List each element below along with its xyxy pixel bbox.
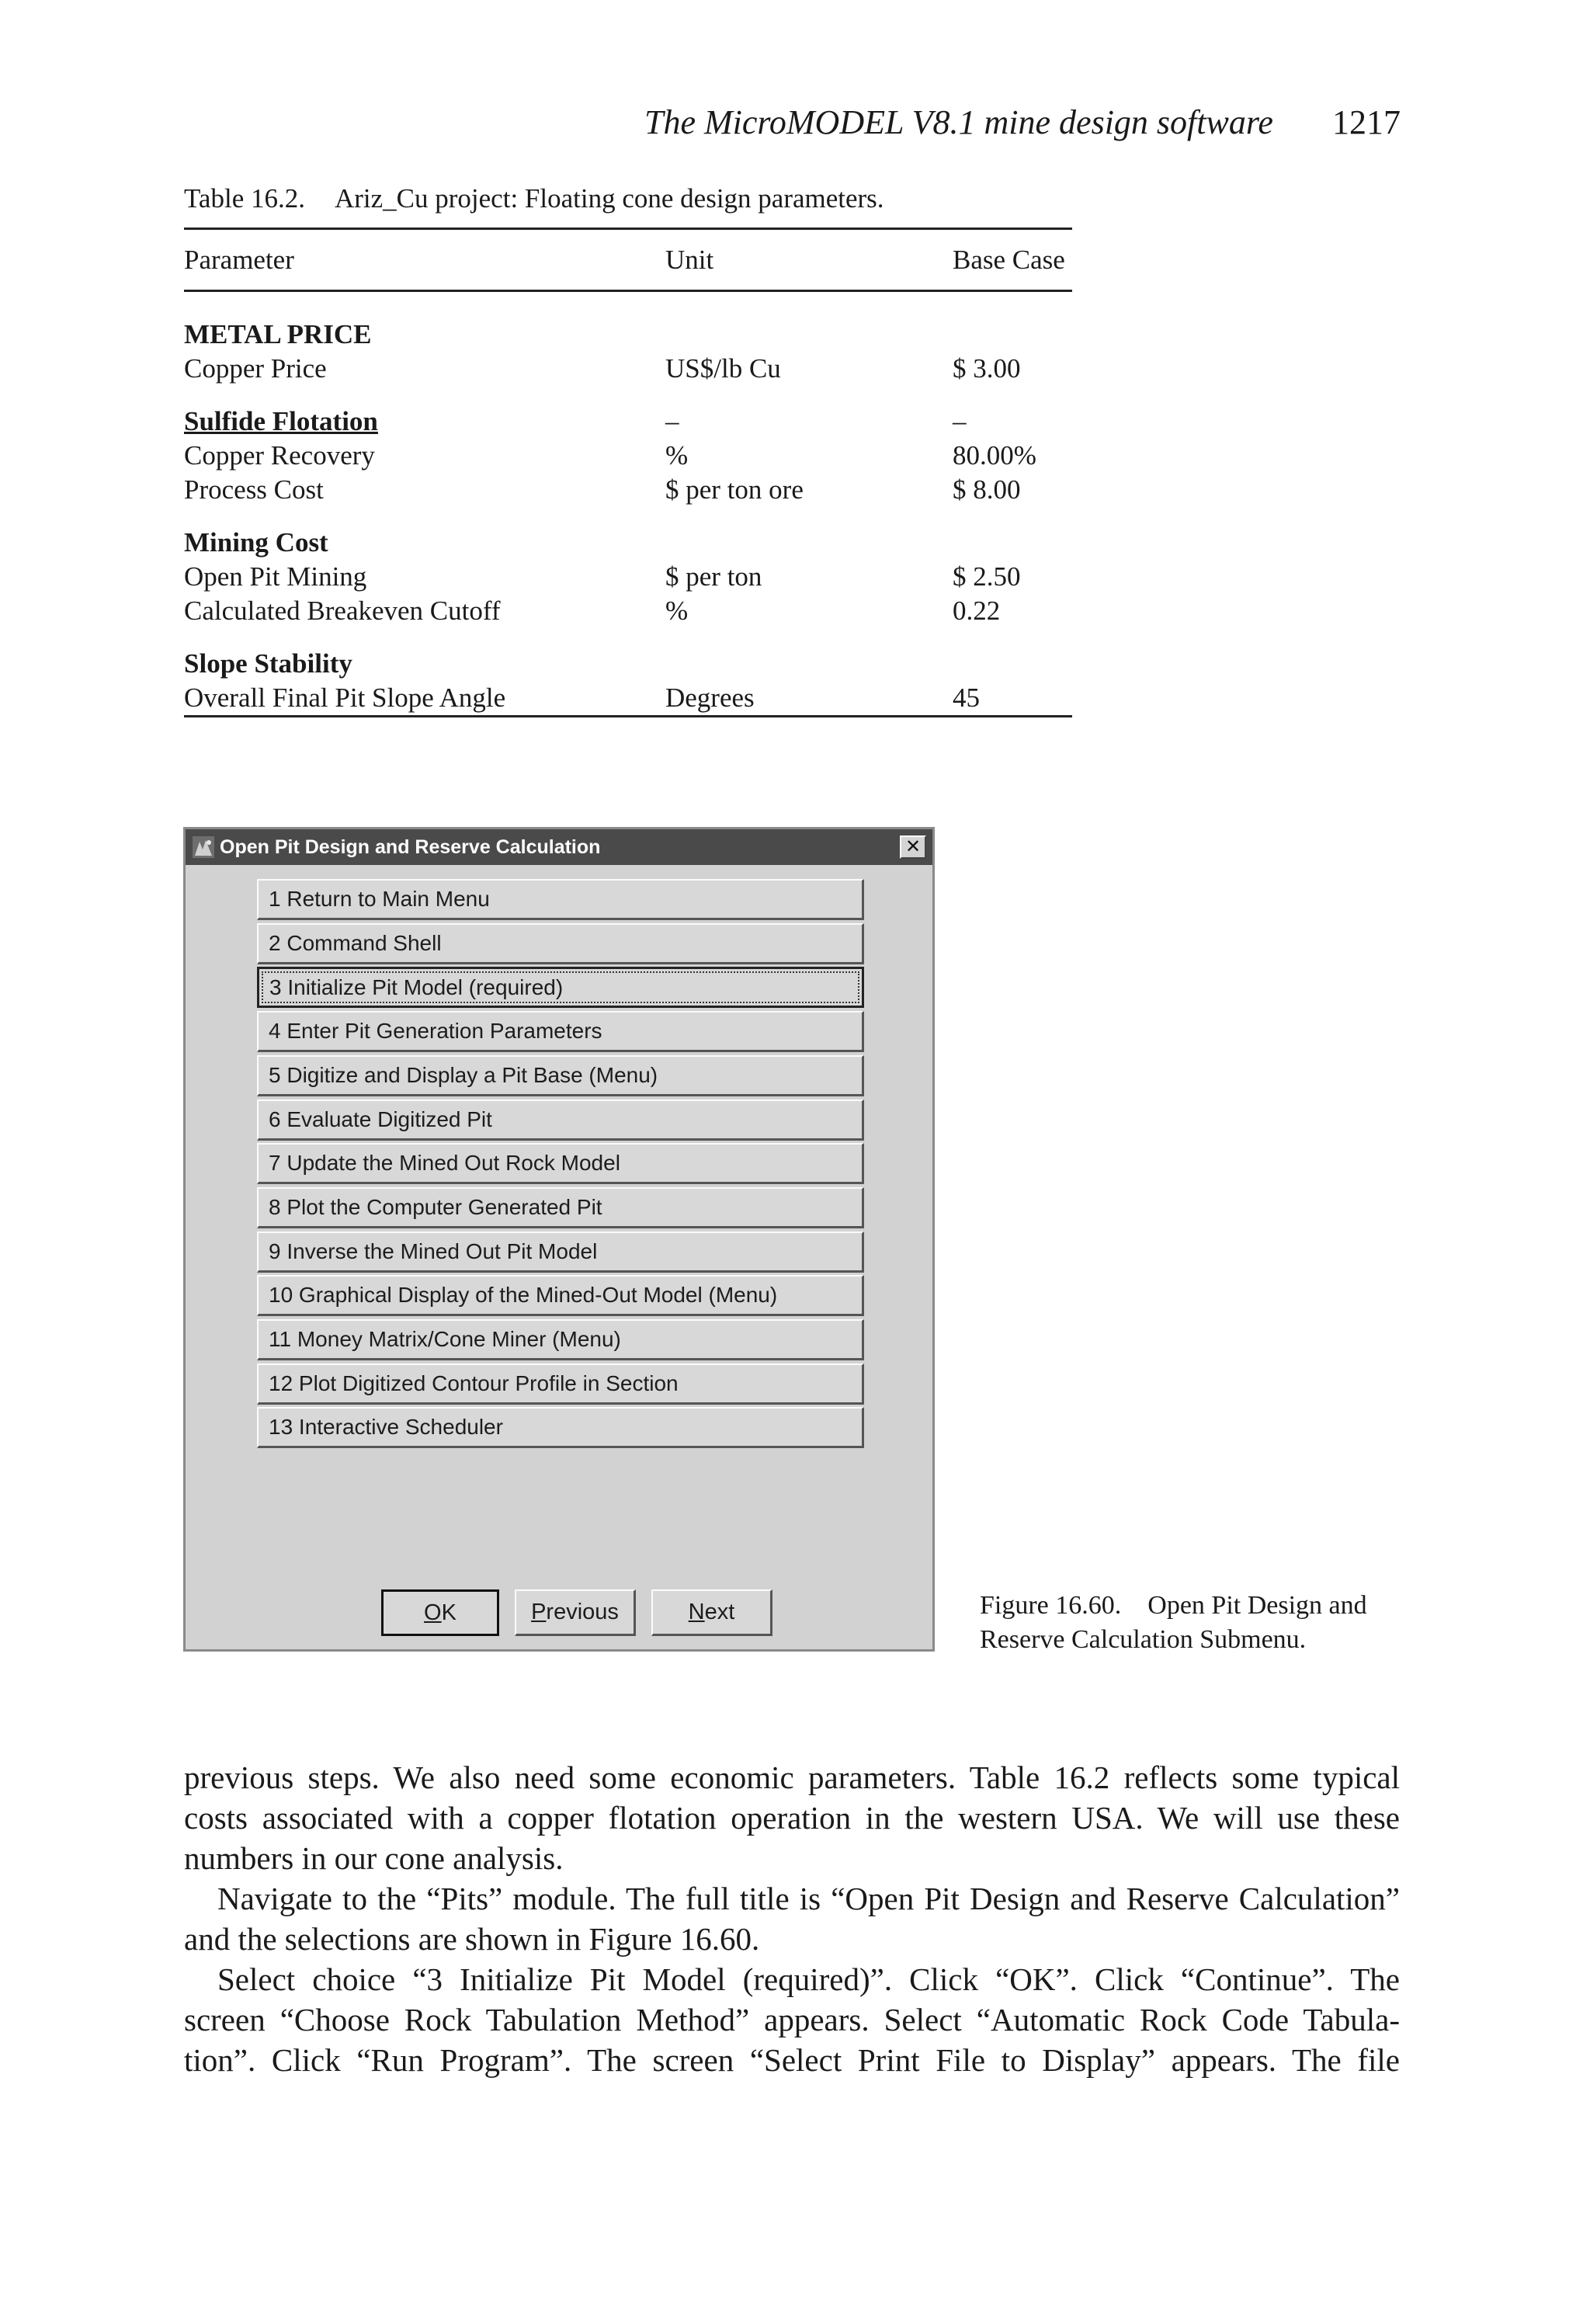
menu-item-1[interactable]: 1 Return to Main Menu	[257, 879, 864, 920]
unit-cell: US$/lb Cu	[665, 353, 781, 384]
close-button[interactable]	[900, 835, 926, 859]
page-number: 1217	[1332, 103, 1401, 141]
unit-cell: $ per ton ore	[665, 474, 804, 505]
menu-item-8[interactable]: 8 Plot the Computer Generated Pit	[257, 1187, 864, 1228]
figure-label: Figure 16.60.	[980, 1591, 1122, 1620]
figure-caption-line1: Open Pit Design and	[1147, 1591, 1367, 1620]
table-caption-text: Ariz_Cu project: Floating cone design parameters.	[334, 183, 884, 214]
table-label: Table 16.2.	[184, 183, 305, 214]
body-line: previous steps. We also need some economic parameters. Table 16.2 reflects some typical	[184, 1760, 1400, 1795]
base-case-cell: 80.00%	[953, 440, 1036, 471]
group-unit: –	[665, 406, 679, 436]
ok-mnemonic: O	[424, 1600, 442, 1625]
group-name: METAL PRICE	[184, 319, 372, 349]
unit-cell: Degrees	[665, 683, 755, 713]
table-bottom-rule	[184, 715, 1072, 717]
column-header-base-case: Base Case	[953, 245, 1065, 275]
menu-item-11[interactable]: 11 Money Matrix/Cone Miner (Menu)	[257, 1319, 864, 1360]
base-case-cell: $ 3.00	[953, 353, 1021, 384]
group-name: Mining Cost	[184, 527, 328, 558]
next-mnemonic: N	[688, 1600, 705, 1624]
unit-cell: %	[665, 440, 689, 471]
table-caption	[184, 183, 884, 214]
unit-cell: %	[665, 596, 689, 626]
figure-caption	[980, 1589, 1415, 1657]
menu-item-4[interactable]: 4 Enter Pit Generation Parameters	[257, 1011, 864, 1052]
group-base: –	[953, 406, 967, 436]
ok-button[interactable]	[381, 1589, 499, 1636]
menu-item-6[interactable]: 6 Evaluate Digitized Pit	[257, 1099, 864, 1141]
table-header-rule	[184, 290, 1072, 292]
param-cell: Copper Recovery	[184, 440, 375, 471]
menu-item-13[interactable]: 13 Interactive Scheduler	[257, 1407, 864, 1448]
menu-item-9[interactable]: 9 Inverse the Mined Out Pit Model	[257, 1231, 864, 1273]
open-pit-dialog	[183, 827, 935, 1652]
app-icon	[192, 835, 215, 859]
body-line: screen “Choose Rock Tabulation Method” appears. Select “Automatic Rock Code Tabula-	[184, 2002, 1400, 2037]
menu-item-10[interactable]: 10 Graphical Display of the Mined-Out Model (Menu)	[257, 1275, 864, 1316]
previous-button[interactable]	[515, 1589, 636, 1636]
menu-item-12[interactable]: 12 Plot Digitized Contour Profile in Section	[257, 1363, 864, 1405]
menu-item-3[interactable]: 3 Initialize Pit Model (required)	[257, 967, 864, 1008]
ok-label-rest: K	[441, 1600, 457, 1625]
body-line: Navigate to the “Pits” module. The full title is “Open Pit Design and Reserve Calculation”	[217, 1881, 1400, 1916]
previous-label-rest: revious	[546, 1600, 619, 1624]
running-title: The MicroMODEL V8.1 mine design software	[644, 103, 1273, 141]
body-line: numbers in our cone analysis.	[184, 1840, 564, 1876]
menu-item-5[interactable]: 5 Digitize and Display a Pit Base (Menu)	[257, 1055, 864, 1096]
base-case-cell: 0.22	[953, 596, 1001, 626]
dialog-title: Open Pit Design and Reserve Calculation	[220, 836, 601, 858]
param-cell: Overall Final Pit Slope Angle	[184, 683, 506, 713]
param-cell: Calculated Breakeven Cutoff	[184, 596, 501, 626]
body-line: tion”. Click “Run Program”. The screen “Select Print File to Display” appears. The file	[184, 2042, 1400, 2078]
param-cell: Open Pit Mining	[184, 561, 367, 592]
body-line: Select choice “3 Initialize Pit Model (required)”. Click “OK”. Click “Continue”. The	[217, 1961, 1400, 1997]
column-header-parameter: Parameter	[184, 245, 294, 275]
base-case-cell: $ 8.00	[953, 474, 1021, 505]
next-label-rest: ext	[704, 1600, 735, 1624]
dialog-titlebar[interactable]	[186, 829, 932, 865]
param-cell: Copper Price	[184, 353, 327, 384]
base-case-cell: $ 2.50	[953, 561, 1021, 592]
group-name: Sulfide Flotation	[184, 406, 378, 436]
close-icon: ✕	[904, 836, 922, 857]
body-line: costs associated with a copper flotation operation in the western USA. We will use these	[184, 1800, 1400, 1836]
previous-mnemonic: P	[531, 1600, 547, 1624]
menu-item-2[interactable]: 2 Command Shell	[257, 923, 864, 964]
group-name: Slope Stability	[184, 648, 352, 679]
menu-item-7[interactable]: 7 Update the Mined Out Rock Model	[257, 1143, 864, 1184]
param-cell: Process Cost	[184, 474, 324, 505]
column-header-unit: Unit	[665, 245, 714, 275]
body-line: and the selections are shown in Figure 16.60.	[184, 1921, 760, 1957]
base-case-cell: 45	[953, 683, 980, 713]
figure-caption-line2: Reserve Calculation Submenu.	[980, 1625, 1307, 1654]
next-button[interactable]	[651, 1589, 772, 1636]
unit-cell: $ per ton	[665, 561, 762, 592]
table-top-rule	[184, 228, 1072, 230]
